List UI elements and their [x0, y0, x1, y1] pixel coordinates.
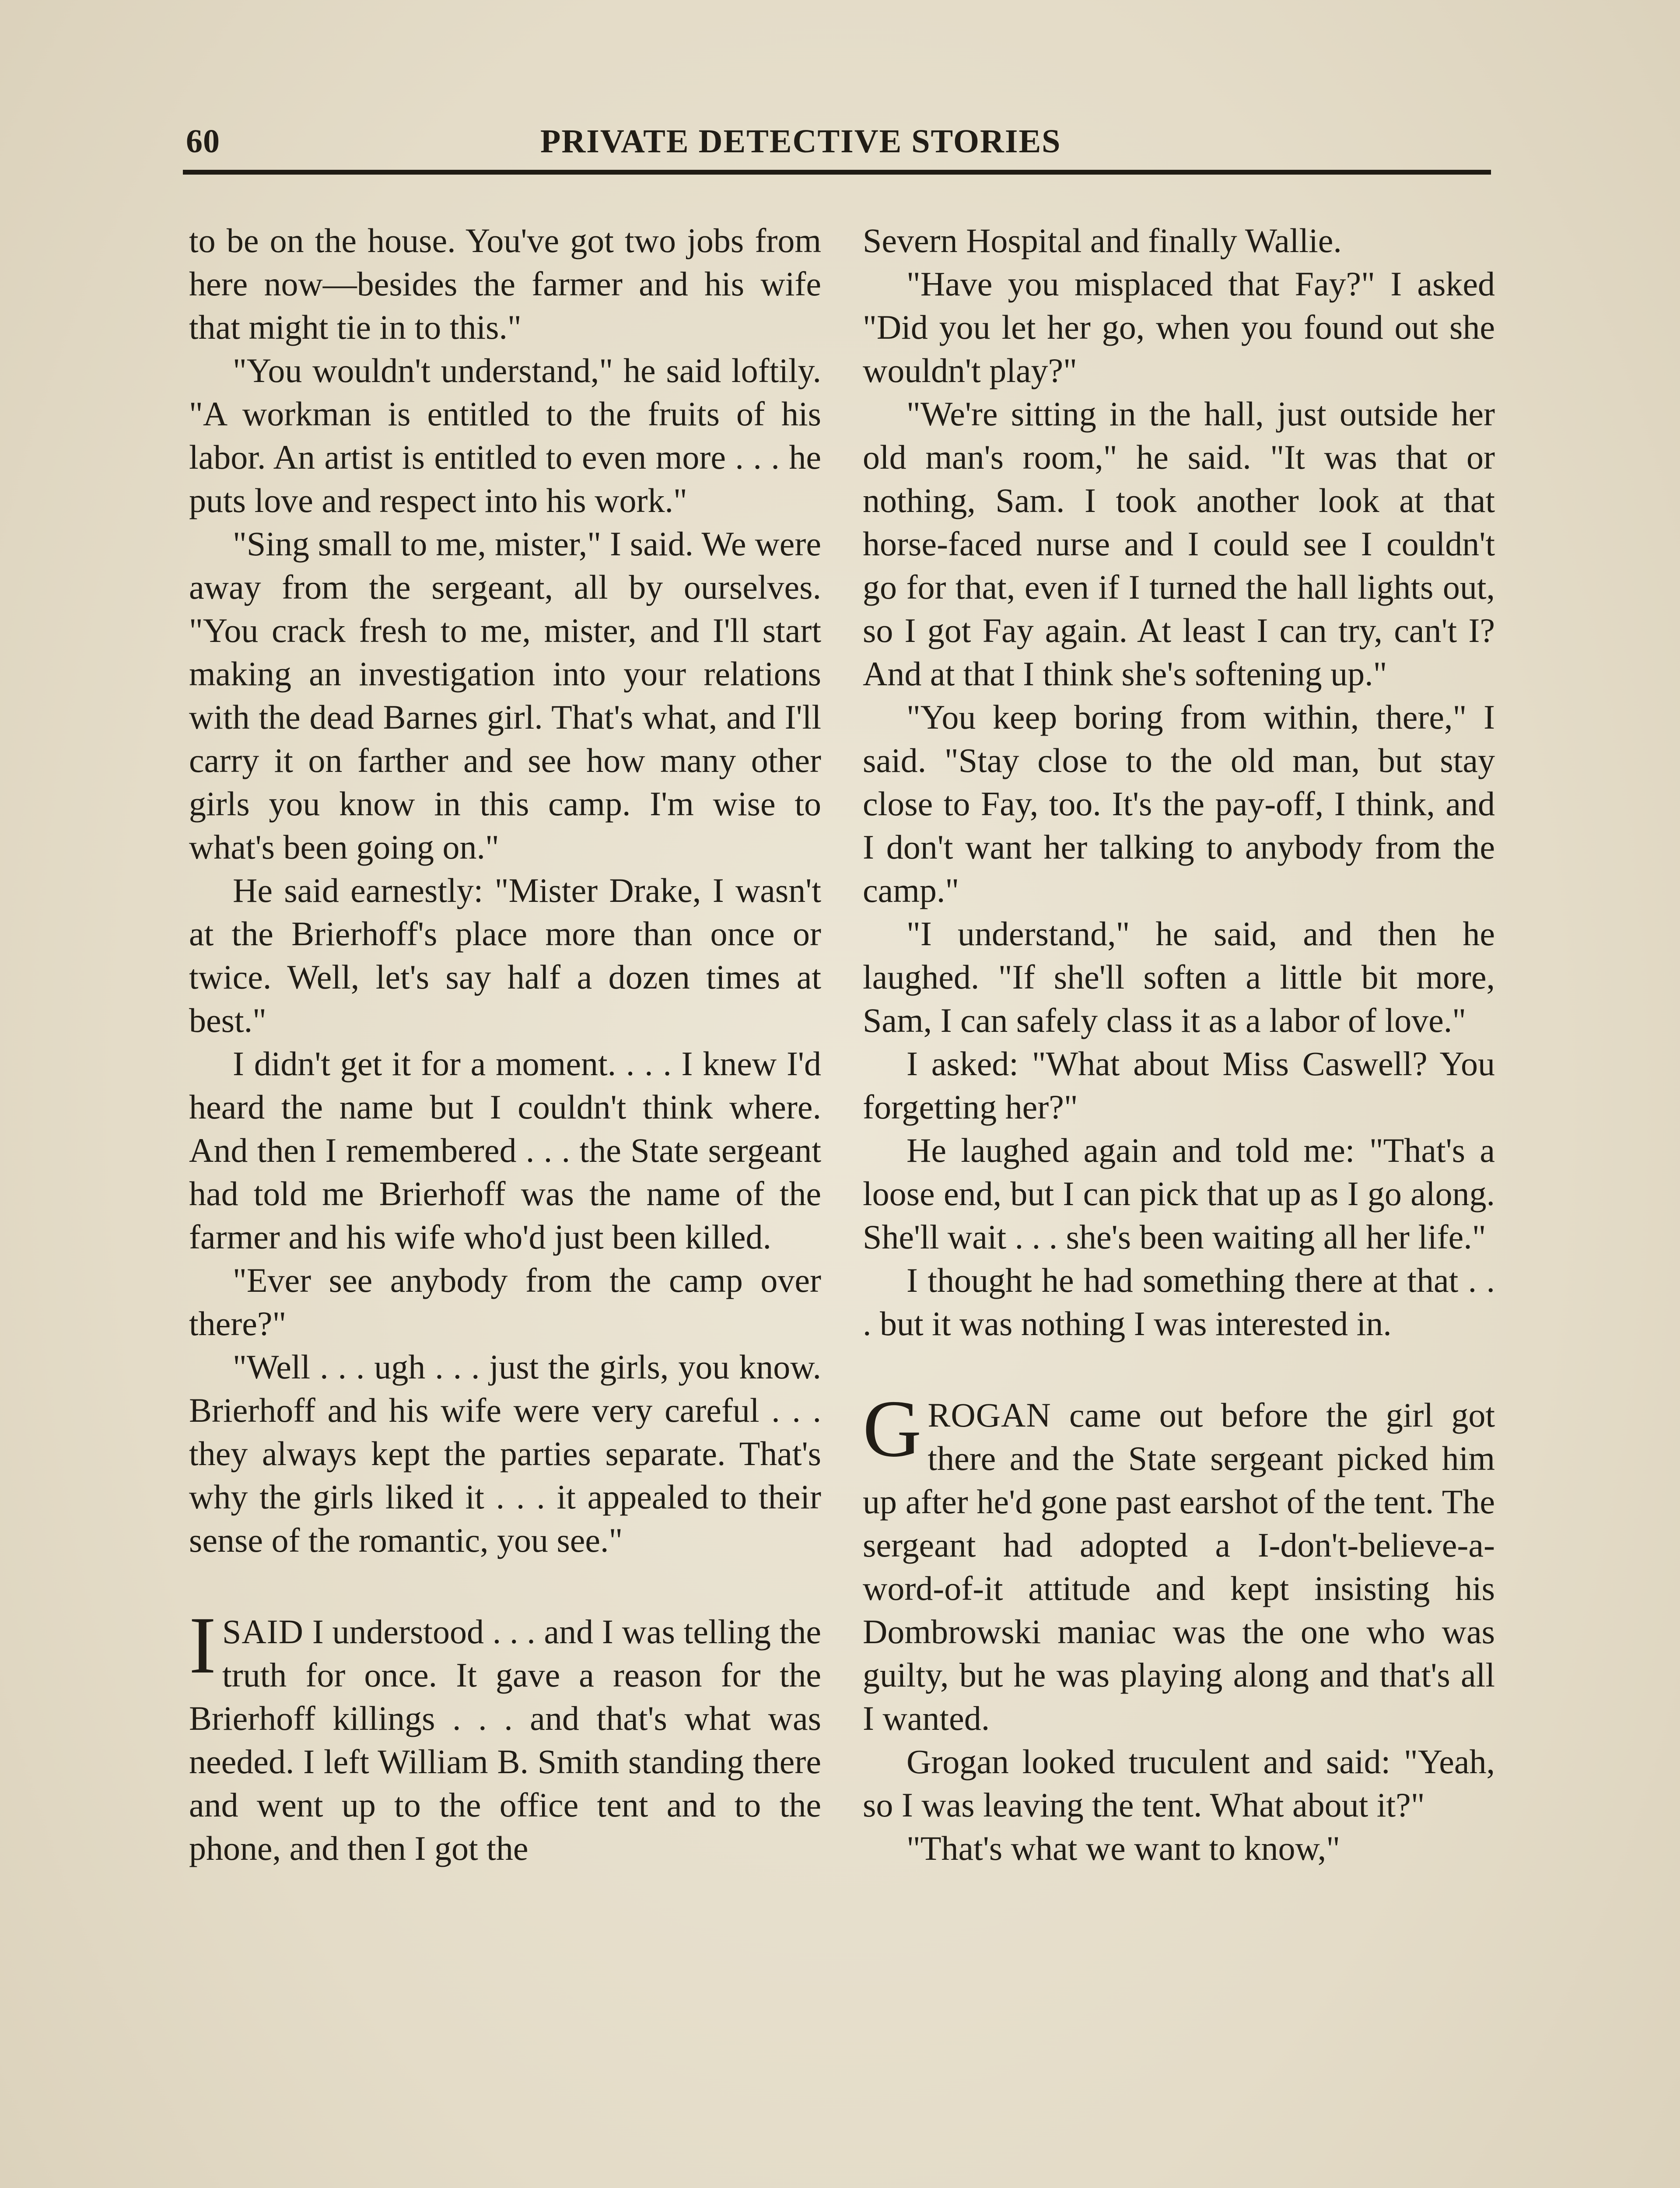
paragraph: "I understand," he said, and then he laughed. "If she'll soften a little bit more, Sam, I can safely class it as a labor of love." — [863, 915, 1495, 1039]
paragraph-text: I understood . . . and I was telling the truth for once. It gave a reason for the Brierhoff killings . . . and that's what was needed. I left William B. Smith standing there and went up to the office tent and to the phone, and then I got the — [189, 1613, 821, 1867]
paragraph: He said earnestly: "Mister Drake, I wasn't at the Brierhoff's place more than once or twice. Well, let's say half a dozen times at best." — [189, 871, 821, 1039]
section-break — [863, 1345, 1495, 1393]
right-column — [863, 219, 1495, 1870]
section-break — [189, 1562, 821, 1610]
paragraph: "You wouldn't understand," he said loftily. "A workman is entitled to the fruits of his labor. An artist is entitled to even more . . . he puts love and respect into his work." — [189, 351, 821, 519]
running-title: PRIVATE DETECTIVE STORIES — [540, 123, 1061, 160]
paragraph: He laughed again and told me: "That's a loose end, but I can pick that up as I go along. She'll wait . . . she's been waiting all her life." — [863, 1131, 1495, 1256]
paragraph-text: came out before the girl got there and the State sergeant picked him up after he'd gone past earshot of the tent. The sergeant had adopted a I-don't-believe-a-word-of-it attitude and kept insisting his Dombrowski maniac was the one who was guilty, but he was playing along and that's all I wanted. — [863, 1396, 1495, 1737]
left-column — [189, 219, 821, 1870]
paragraph: Severn Hospital and finally Wallie. — [863, 221, 1342, 259]
lead-in-caps: ROGAN — [928, 1396, 1051, 1434]
page-header — [186, 119, 1492, 167]
paragraph: I thought he had something there at that . . . but it was nothing I was interested in. — [863, 1261, 1495, 1343]
paragraph: I didn't get it for a moment. . . . I knew I'd heard the name but I couldn't think where. And then I remembered . . . the State sergeant had told me Brierhoff was the name of the farmer and his wife who'd just been killed. — [189, 1045, 821, 1256]
drop-cap: G — [863, 1384, 922, 1474]
paragraph: "Sing small to me, mister," I said. We were away from the sergeant, all by ourselves. "You crack fresh to me, mister, and I'll start making an investigation into your relations with the dead Barnes girl. That's what, and I'll carry it on farther and see how many other girls you know in this camp. I'm wise to what's been going on." — [189, 525, 821, 866]
paragraph: "Have you misplaced that Fay?" I asked "Did you let her go, when you found out she wouldn't play?" — [863, 265, 1495, 389]
header-rule — [183, 170, 1491, 175]
paragraph: "We're sitting in the hall, just outside her old man's room," he said. "It was that or nothing, Sam. I took another look at that horse-faced nurse and I could see I couldn't go for that, even if I turned the hall lights out, so I got Fay again. At least I can try, can't I? And at that I think she's softening up." — [863, 395, 1495, 693]
paragraph: "Ever see anybody from the camp over there?" — [189, 1261, 821, 1343]
paragraph: "Well . . . ugh . . . just the girls, you know. Brierhoff and his wife were very careful . . . they always kept the parties separate. That's why the girls liked it . . . it appealed to their sense of the romantic, you see." — [189, 1348, 821, 1559]
paragraph: I asked: "What about Miss Caswell? You forgetting her?" — [863, 1045, 1495, 1126]
lead-in-caps: SAID — [222, 1613, 304, 1651]
section-opening-paragraph — [863, 1384, 1495, 1740]
page-number: 60 — [186, 123, 220, 160]
paragraph: to be on the house. You've got two jobs from here now—besides the farmer and his wife that might tie in to this." — [189, 221, 821, 346]
paragraph: Grogan looked truculent and said: "Yeah, so I was leaving the tent. What about it?" — [863, 1743, 1495, 1824]
paragraph: "You keep boring from within, there," I said. "Stay close to the old man, but stay close to Fay, too. It's the pay-off, I think, and I don't want her talking to anybody from the camp." — [863, 698, 1495, 909]
paragraph: "That's what we want to know," — [906, 1829, 1340, 1867]
section-opening-paragraph — [189, 1600, 821, 1870]
drop-cap: I — [189, 1600, 216, 1690]
